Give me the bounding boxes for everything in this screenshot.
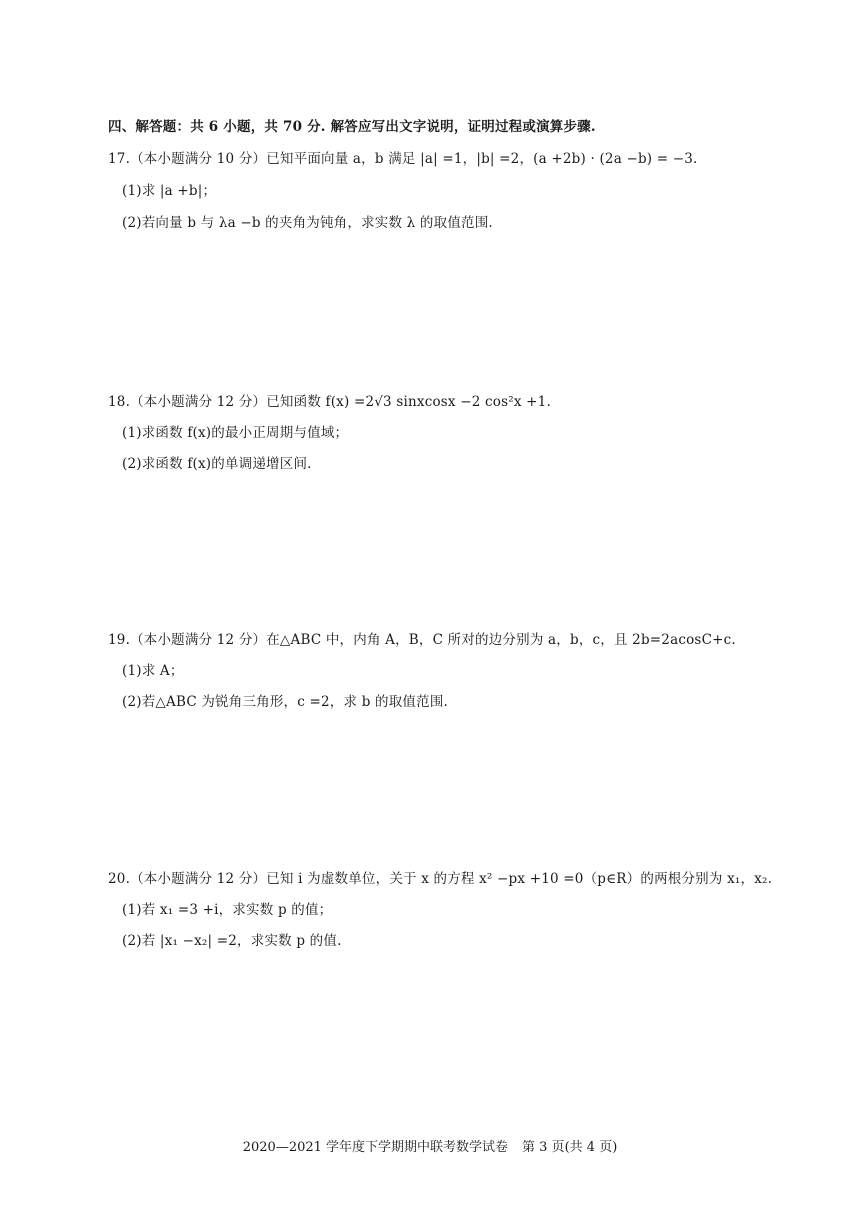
footer-page-info: 第 3 页(共 4 页) (522, 1140, 618, 1155)
question-20-part-2: (2)若 |x₁ −x₂| =2，求实数 p 的值. (122, 933, 342, 949)
question-18-stem: 18.（本小题满分 12 分）已知函数 f(x) =2√3 sinxcosx −2 cos²x +1. (108, 394, 551, 410)
question-19-part-1: (1)求 A； (122, 663, 184, 679)
question-18-part-2: (2)求函数 f(x)的单调递增区间. (122, 456, 312, 472)
question-18-part-1: (1)求函数 f(x)的最小正周期与值域； (122, 425, 349, 441)
question-17-part-1: (1)求 |a +b|； (122, 183, 217, 199)
question-17-part-2: (2)若向量 b 与 λa −b 的夹角为钝角，求实数 λ 的取值范围. (122, 215, 493, 231)
page-footer (0, 1136, 860, 1155)
question-20-stem: 20.（本小题满分 12 分）已知 i 为虚数单位，关于 x 的方程 x² −px +10 =0（p∈R）的两根分别为 x₁，x₂. (108, 871, 773, 887)
section-heading: 四、解答题：共 6 小题，共 70 分. 解答应写出文字说明，证明过程或演算步骤. (108, 119, 596, 135)
question-20-part-1: (1)若 x₁ =3 +i，求实数 p 的值； (122, 902, 333, 918)
footer-exam-title: 2020—2021 学年度下学期期中联考数学试卷 (242, 1140, 509, 1155)
question-19-stem: 19.（本小题满分 12 分）在△ABC 中，内角 A，B，C 所对的边分别为 a，b，c，且 2b=2acosC+c. (108, 632, 736, 648)
question-19-part-2: (2)若△ABC 为锐角三角形，c =2，求 b 的取值范围. (122, 694, 449, 710)
question-17-stem: 17.（本小题满分 10 分）已知平面向量 a，b 满足 |a| =1，|b| =2，(a +2b) · (2a −b) = −3. (108, 151, 698, 167)
